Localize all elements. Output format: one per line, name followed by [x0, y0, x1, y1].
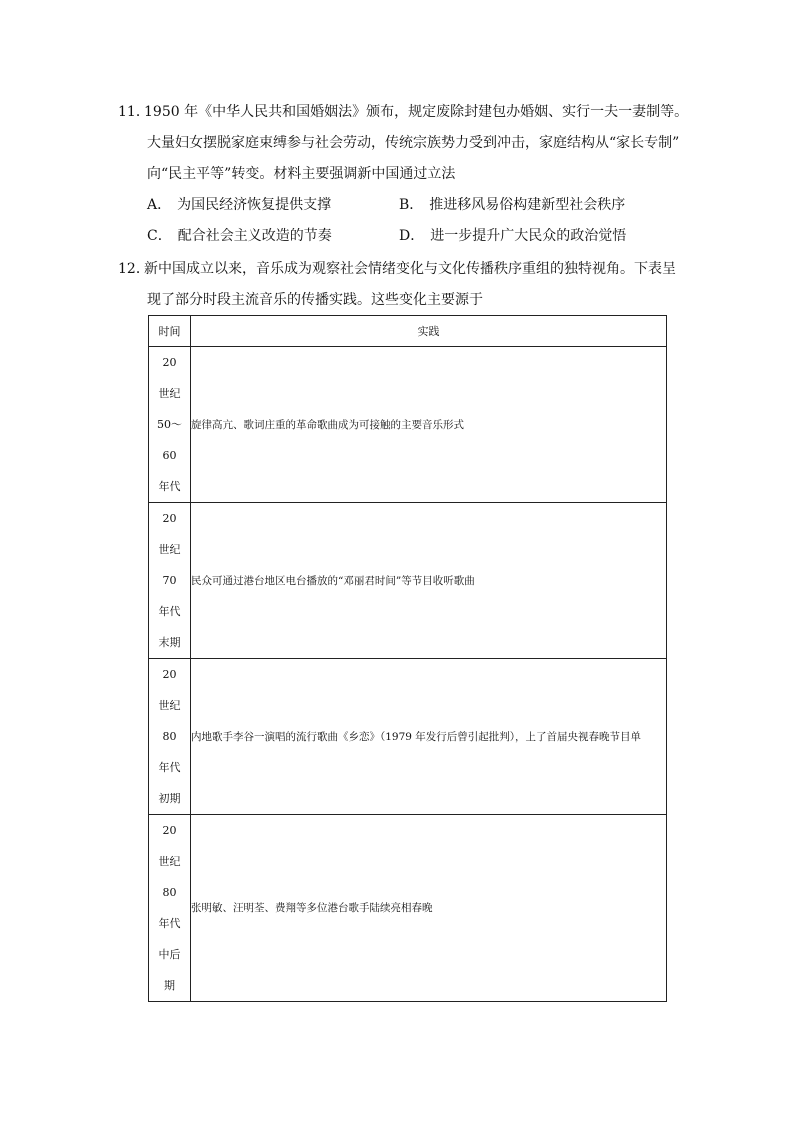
time-text: 世纪	[158, 387, 181, 400]
table-row	[149, 659, 667, 815]
time-cell	[149, 815, 191, 1002]
time-text: 世纪	[158, 855, 181, 868]
question-12-line-1	[118, 254, 678, 285]
table-row	[149, 815, 667, 1002]
time-text: 末期	[158, 636, 181, 649]
time-text: 80	[162, 730, 177, 743]
option-c[interactable]	[147, 221, 399, 252]
option-d[interactable]	[399, 221, 659, 252]
table-header-row	[149, 316, 667, 347]
question-12-stem-1: 新中国成立以来，音乐成为观察社会情绪变化与文化传播秩序重组的独特视角。下表呈	[144, 261, 676, 277]
header-practice: 实践	[191, 316, 667, 347]
option-d-letter: D．	[399, 228, 425, 244]
option-a-text: 为国民经济恢复提供支撑	[177, 197, 332, 213]
time-text: 初期	[158, 792, 181, 805]
table-row	[149, 347, 667, 503]
time-text: 中后	[158, 948, 181, 961]
time-text: 20	[162, 512, 177, 525]
question-12-number: 12．	[118, 261, 150, 277]
time-text: 年代	[158, 917, 181, 930]
question-12	[118, 254, 678, 316]
time-cell	[149, 659, 191, 815]
time-text: 年代	[158, 761, 181, 774]
question-11-stem-2: 大量妇女摆脱家庭束缚参与社会劳动，传统宗族势力受到冲击，家庭结构从“家长专制”	[147, 135, 680, 151]
option-a[interactable]	[147, 190, 399, 221]
question-11-stem-3: 向“民主平等”转变。材料主要强调新中国通过立法	[147, 166, 456, 182]
time-text: 世纪	[158, 699, 181, 712]
option-b-text: 推进移风易俗构建新型社会秩序	[429, 197, 626, 213]
time-text: 世纪	[158, 543, 181, 556]
question-12-stem-2: 现了部分时段主流音乐的传播实践。这些变化主要源于	[147, 292, 483, 308]
time-text: 80	[162, 886, 177, 899]
time-text: 20	[162, 356, 177, 369]
time-text: 70	[162, 574, 177, 587]
practice-cell: 张明敏、汪明荃、费翔等多位港台歌手陆续亮相春晚	[191, 815, 667, 1002]
option-c-letter: C．	[147, 228, 172, 244]
header-time: 时间	[149, 316, 191, 347]
practice-cell: 民众可通过港台地区电台播放的“邓丽君时间”等节目收听歌曲	[191, 503, 667, 659]
time-text: 年代	[158, 605, 181, 618]
question-11-line-1	[118, 97, 689, 128]
option-b[interactable]	[399, 190, 659, 221]
music-practice-table	[148, 315, 667, 1002]
time-text: 20	[162, 824, 177, 837]
time-text: 20	[162, 668, 177, 681]
option-b-letter: B．	[399, 197, 424, 213]
table-row	[149, 503, 667, 659]
question-11-stem-1: 1950 年《中华人民共和国婚姻法》颁布，规定废除封建包办婚姻、实行一夫一妻制等。	[144, 104, 689, 120]
time-text: 50～	[157, 418, 182, 431]
option-a-letter: A．	[147, 197, 172, 213]
question-11-options	[118, 190, 678, 252]
time-text: 60	[162, 449, 177, 462]
time-cell	[149, 503, 191, 659]
time-cell	[149, 347, 191, 503]
question-11-number: 11．	[118, 104, 150, 120]
option-d-text: 进一步提升广大民众的政治觉悟	[430, 228, 627, 244]
question-11	[118, 97, 689, 252]
practice-cell: 旋律高亢、歌词庄重的革命歌曲成为可接触的主要音乐形式	[191, 347, 667, 503]
time-text: 期	[164, 979, 175, 992]
time-text: 年代	[158, 480, 181, 493]
option-c-text: 配合社会主义改造的节奏	[177, 228, 332, 244]
practice-cell: 内地歌手李谷一演唱的流行歌曲《乡恋》（1979 年发行后曾引起批判），上了首届央视春晚节目单	[191, 659, 667, 815]
